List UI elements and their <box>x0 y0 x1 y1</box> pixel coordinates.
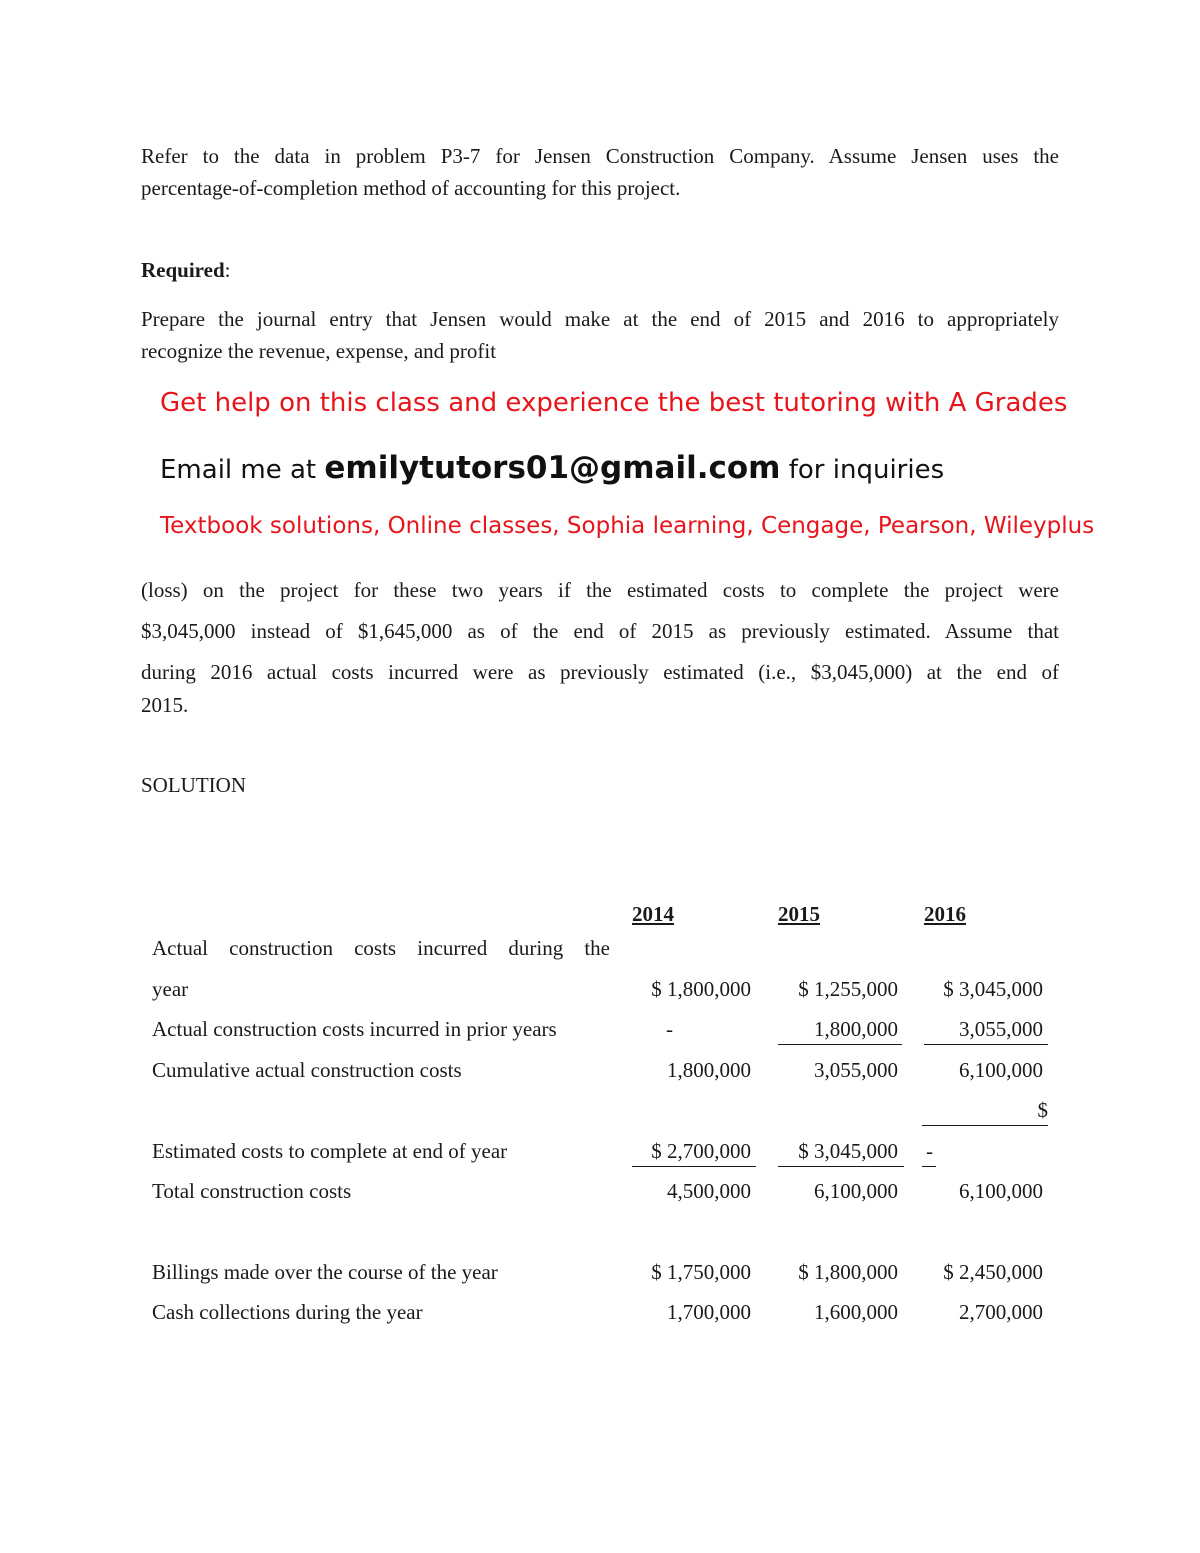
required-line-1: Prepare the journal entry that Jensen would make at the end of 2015 and 2016 to appropriately <box>141 307 1059 331</box>
cell-total-2014: 4,500,000 <box>667 1179 751 1203</box>
year-header-2016: 2016 <box>924 902 966 926</box>
row-label-cumulative: Cumulative actual construction costs <box>152 1058 462 1082</box>
promo-email-prefix: Email me at <box>160 455 325 485</box>
underline-stray-dollar <box>922 1125 1048 1126</box>
required-heading <box>141 258 230 283</box>
body-line-1: (loss) on the project for these two years if the estimated costs to complete the project were <box>141 578 1059 602</box>
stray-dollar-sign: $ <box>1037 1098 1048 1122</box>
cell-billings-2015: $ 1,800,000 <box>798 1260 898 1284</box>
underline-prior-2016 <box>924 1044 1048 1045</box>
cell-cumulative-2015: 3,055,000 <box>814 1058 898 1082</box>
row-label-total: Total construction costs <box>152 1179 352 1203</box>
cell-actual-costs-2015: $ 1,255,000 <box>798 977 898 1001</box>
required-colon: : <box>224 258 231 282</box>
solution-heading: SOLUTION <box>141 773 246 797</box>
cell-estimated-2014: $ 2,700,000 <box>651 1139 751 1163</box>
year-header-2015: 2015 <box>778 902 820 926</box>
promo-email-link[interactable]: emilytutors01@gmail.com <box>324 450 781 486</box>
cell-prior-years-2016: 3,055,000 <box>959 1017 1043 1041</box>
cell-billings-2014: $ 1,750,000 <box>651 1260 751 1284</box>
cell-cash-2016: 2,700,000 <box>959 1300 1043 1324</box>
cell-cash-2014: 1,700,000 <box>667 1300 751 1324</box>
required-line-2: recognize the revenue, expense, and profit <box>141 339 497 363</box>
required-label: Required <box>141 258 225 282</box>
body-line-2: $3,045,000 instead of $1,645,000 as of the end of 2015 as previously estimated. Assume that <box>141 619 1059 643</box>
intro-line-1: Refer to the data in problem P3-7 for Jensen Construction Company. Assume Jensen uses the <box>141 144 1059 168</box>
body-line-3: during 2016 actual costs incurred were as previously estimated (i.e., $3,045,000) at the end of <box>141 660 1059 684</box>
row-label-billings: Billings made over the course of the year <box>152 1260 498 1284</box>
row-label-cash: Cash collections during the year <box>152 1300 423 1324</box>
underline-estimated-2014 <box>632 1166 756 1167</box>
row-label-actual-costs-a: Actual construction costs incurred during the <box>152 936 610 960</box>
row-label-prior-years: Actual construction costs incurred in prior years <box>152 1017 557 1041</box>
intro-line-2: percentage-of-completion method of accounting for this project. <box>141 176 681 200</box>
cell-cumulative-2016: 6,100,000 <box>959 1058 1043 1082</box>
row-label-actual-costs-b: year <box>152 977 189 1001</box>
cell-prior-years-2015: 1,800,000 <box>814 1017 898 1041</box>
underline-prior-2015 <box>778 1044 902 1045</box>
cell-prior-years-2014: - <box>666 1017 673 1041</box>
cell-billings-2016: $ 2,450,000 <box>943 1260 1043 1284</box>
cell-actual-costs-2016: $ 3,045,000 <box>943 977 1043 1001</box>
year-header-2014: 2014 <box>632 902 674 926</box>
promo-email-suffix: for inquiries <box>780 455 945 485</box>
body-line-4: 2015. <box>141 693 189 717</box>
promo-headline: Get help on this class and experience the best tutoring with A Grades <box>160 388 1068 418</box>
cell-estimated-2016: - <box>926 1139 933 1163</box>
cell-total-2016: 6,100,000 <box>959 1179 1043 1203</box>
row-label-estimated: Estimated costs to complete at end of year <box>152 1139 508 1163</box>
cell-cumulative-2014: 1,800,000 <box>667 1058 751 1082</box>
cell-estimated-2015: $ 3,045,000 <box>798 1139 898 1163</box>
underline-estimated-2015 <box>778 1166 904 1167</box>
cell-cash-2015: 1,600,000 <box>814 1300 898 1324</box>
cell-total-2015: 6,100,000 <box>814 1179 898 1203</box>
cell-actual-costs-2014: $ 1,800,000 <box>651 977 751 1001</box>
promo-services: Textbook solutions, Online classes, Sophia learning, Cengage, Pearson, Wileyplus <box>160 513 1095 539</box>
promo-email-line <box>160 450 944 486</box>
underline-estimated-2016 <box>922 1166 936 1167</box>
